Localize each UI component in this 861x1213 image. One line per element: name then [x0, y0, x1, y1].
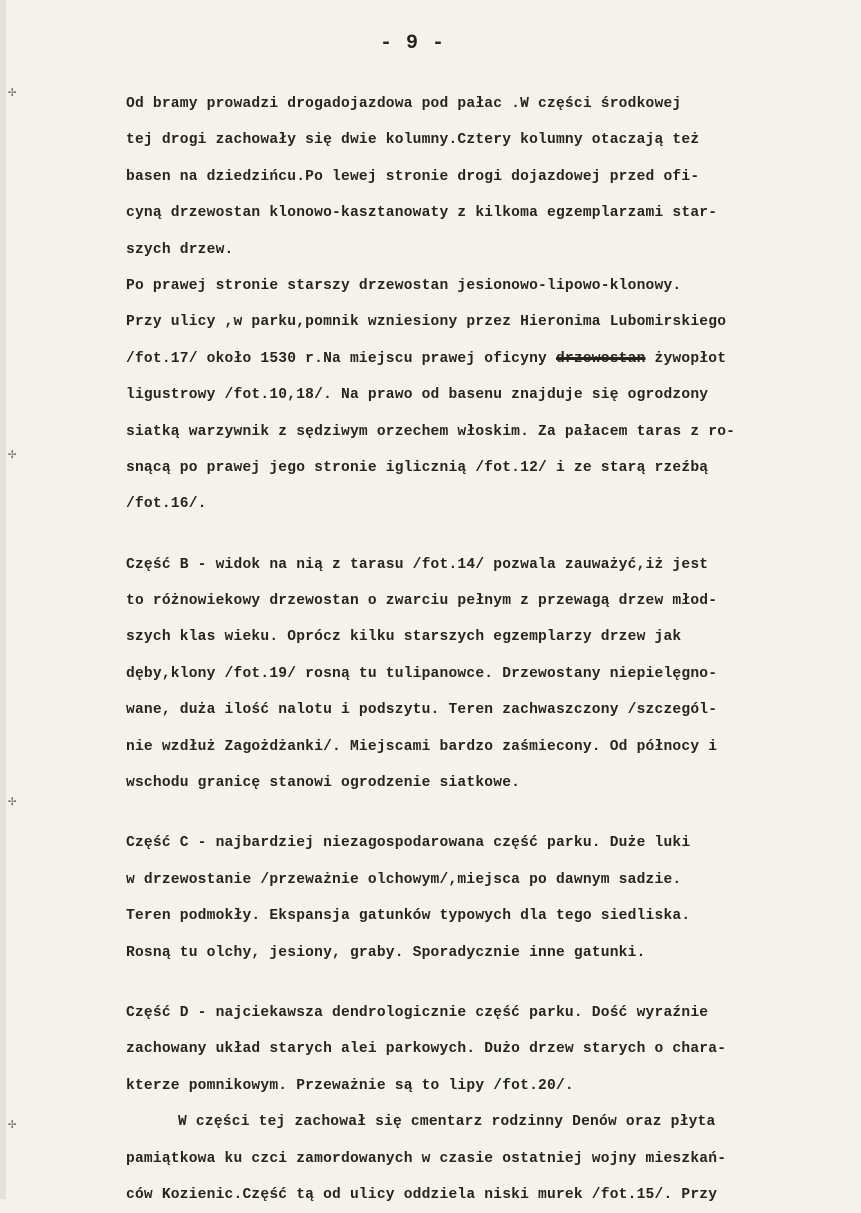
text-line: Po prawej stronie starszy drzewostan jesionowo-lipowo-klonowy.: [126, 277, 682, 294]
text-line: /fot.16/.: [126, 496, 207, 513]
text-line: Przy ulicy ,w parku,pomnik wzniesiony przez Hieronima Lubomirskiego: [126, 314, 727, 331]
struck-out-word: drzewostan: [555, 350, 646, 367]
binding-hole-mark: ✢: [8, 85, 17, 101]
paragraph-part-c: [126, 825, 846, 971]
binding-hole-mark: ✢: [8, 447, 17, 463]
text-line: wschodu granicę stanowi ogrodzenie siatkowe.: [126, 775, 521, 792]
text-line: to różnowiekowy drzewostan o zwarciu pełnym z przewagą drzew młod-: [126, 593, 718, 610]
paragraph-gap: [126, 971, 846, 995]
text-line: tej drogi zachowały się dwie kolumny.Cztery kolumny otaczają też: [126, 132, 700, 149]
paragraph-cemetery: [126, 1104, 846, 1213]
paragraph-part-b: [126, 547, 846, 802]
text-line: dęby,klony /fot.19/ rosną tu tulipanowce. Drzewostany niepielęgno-: [126, 665, 718, 682]
text-line: nie wzdłuż Zagożdżanki/. Miejscami bardzo zaśmiecony. Od północy i: [126, 738, 718, 755]
text-line: siatką warzywnik z sędziwym orzechem włoskim. Za pałacem taras z ro-: [126, 423, 736, 440]
text-line: Część B - widok na nią z tarasu /fot.14/ pozwala zauważyć,iż jest: [126, 556, 709, 573]
text-line: Rosną tu olchy, jesiony, graby. Sporadycznie inne gatunki.: [126, 944, 646, 961]
text-line: Część D - najciekawsza dendrologicznie część parku. Dość wyraźnie: [126, 1004, 709, 1021]
paragraph-front-area: [126, 86, 846, 523]
text-line-with-correction: [126, 341, 846, 377]
binding-hole-mark: ✢: [8, 1117, 17, 1133]
text-line: W części tej zachował się cmentarz rodzinny Denów oraz płyta: [178, 1114, 716, 1131]
binding-hole-mark: ✢: [8, 794, 17, 810]
paragraph-gap: [126, 801, 846, 825]
page-number: - 9 -: [380, 32, 446, 55]
text-fragment: żywopłot: [645, 350, 727, 367]
text-line: zachowany układ starych alei parkowych. Dużo drzew starych o chara-: [126, 1041, 727, 1058]
paragraph-part-d: [126, 995, 846, 1104]
page-edge: [0, 0, 6, 1199]
text-line: wane, duża ilość nalotu i podszytu. Teren zachwaszczony /szczegól-: [126, 702, 718, 719]
text-line: snącą po prawej jego stronie iglicznią /fot.12/ i ze starą rzeźbą: [126, 459, 709, 476]
text-line: Teren podmokły. Ekspansja gatunków typowych dla tego siedliska.: [126, 908, 691, 925]
text-line: pamiątkowa ku czci zamordowanych w czasie ostatniej wojny mieszkań-: [126, 1150, 727, 1167]
text-line: Od bramy prowadzi drogadojazdowa pod pałac .W części środkowej: [126, 96, 682, 112]
text-line: w drzewostanie /przeważnie olchowym/,miejsca po dawnym sadzie.: [126, 871, 682, 888]
paragraph-gap: [126, 523, 846, 547]
text-line: kterze pomnikowym. Przeważnie są to lipy /fot.20/.: [126, 1077, 574, 1094]
document-body: [126, 86, 846, 1213]
text-line: szych drzew.: [126, 241, 234, 258]
text-line: ców Kozienic.Część tą od ulicy oddziela niski murek /fot.15/. Przy: [126, 1186, 718, 1203]
text-fragment: /fot.17/ około 1530 r.Na miejscu prawej oficyny: [126, 350, 556, 367]
text-line: cyną drzewostan klonowo-kasztanowaty z kilkoma egzemplarzami star-: [126, 205, 718, 222]
text-line: szych klas wieku. Oprócz kilku starszych egzemplarzy drzew jak: [126, 629, 682, 646]
text-line: Część C - najbardziej niezagospodarowana część parku. Duże luki: [126, 835, 691, 852]
text-line: basen na dziedzińcu.Po lewej stronie drogi dojazdowej przed ofi-: [126, 168, 700, 185]
text-line: ligustrowy /fot.10,18/. Na prawo od basenu znajduje się ogrodzony: [126, 387, 709, 404]
